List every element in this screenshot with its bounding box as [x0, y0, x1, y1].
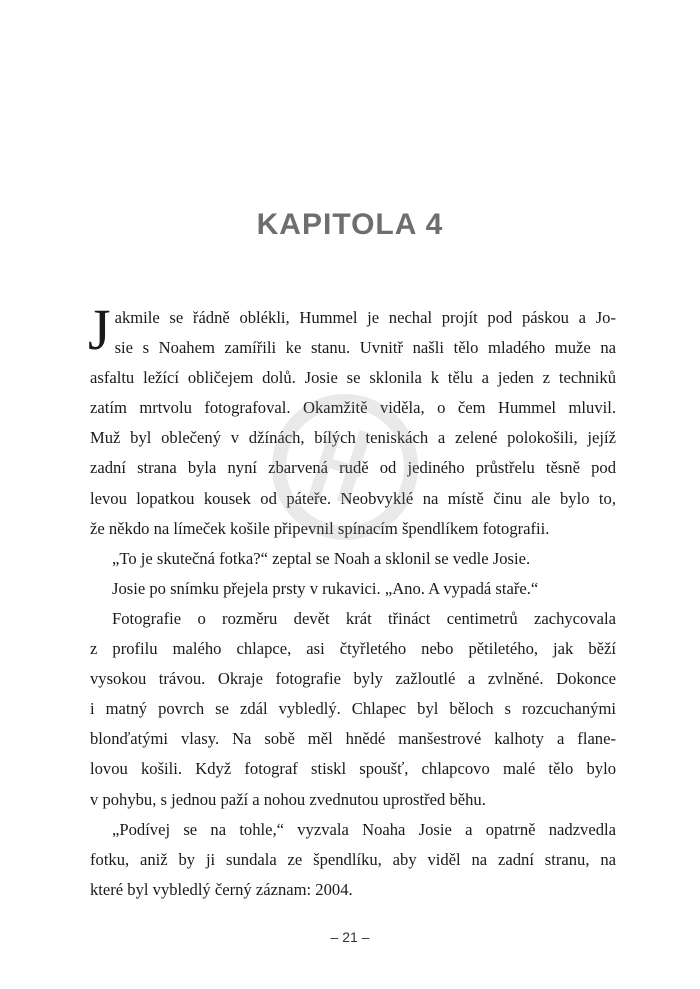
text-line: asfaltu ležící obličejem dolů. Josie se sklonila k tělu a jeden z techniků	[90, 368, 616, 388]
paragraph-2	[90, 544, 616, 574]
text-line: i matný povrch se zdál vybledlý. Chlapec byl běloch s rozcuchanými	[90, 699, 616, 719]
text-line: blonďatými vlasy. Na sobě měl hnědé manšestrové kalhoty a flane-	[90, 729, 616, 749]
text-line: Muž byl oblečený v džínách, bílých teniskách a zelené polokošili, jejíž	[90, 428, 616, 448]
page-number: – 21 –	[330, 929, 370, 945]
text-line: „Podívej se na tohle,“ vyzvala Noaha Josie a opatrně nadzvedla	[112, 819, 616, 839]
text-line: fotku, aniž by ji sundala ze špendlíku, aby viděl na zadní stranu, na	[90, 849, 616, 869]
text-line: lovou košili. Když fotograf stiskl spoušť, chlapcovo malé tělo bylo	[90, 759, 616, 779]
paragraph-5	[90, 815, 616, 905]
paragraph-3	[90, 574, 616, 604]
text-line: vysokou trávou. Okraje fotografie byly zažloutlé a zvlněné. Dokonce	[90, 669, 616, 689]
text-line: v pohybu, s jednou paží a nohou zvednutou uprostřed běhu.	[90, 789, 486, 809]
paragraph-1	[88, 297, 616, 544]
text-line: Josie po snímku přejela prsty v rukavici. „Ano. A vypadá staře.“	[112, 578, 539, 598]
text-line: akmile se řádně oblékli, Hummel je nechal projít pod páskou a Jo-	[114, 308, 616, 327]
chapter-body	[88, 297, 616, 905]
text-line: Fotografie o rozměru devět krát třináct centimetrů zachycovala	[112, 608, 616, 628]
drop-cap: J	[88, 297, 111, 362]
text-line: z profilu malého chlapce, asi čtyřletého nebo pětiletého, jak běží	[90, 639, 616, 659]
paragraph-4	[90, 604, 616, 815]
text-line: zatím mrtvolu fotografoval. Okamžitě viděla, o čem Hummel mluvil.	[90, 398, 616, 418]
text-line: „To je skutečná fotka?“ zeptal se Noah a sklonil se vedle Josie.	[112, 548, 531, 568]
text-line: sie s Noahem zamířili ke stanu. Uvnitř našli tělo mladého muže na	[114, 338, 616, 358]
text-line: levou lopatkou kousek od páteře. Neobvyklé na místě činu ale bylo to,	[90, 488, 616, 508]
chapter-title: KAPITOLA 4	[256, 208, 444, 241]
text-line: které byl vybledlý černý záznam: 2004.	[90, 879, 353, 899]
text-line: že někdo na límeček košile připevnil spínacím špendlíkem fotografii.	[90, 518, 550, 538]
text-line: zadní strana byla nyní zbarvená rudě od jediného průstřelu těsně pod	[90, 458, 616, 478]
